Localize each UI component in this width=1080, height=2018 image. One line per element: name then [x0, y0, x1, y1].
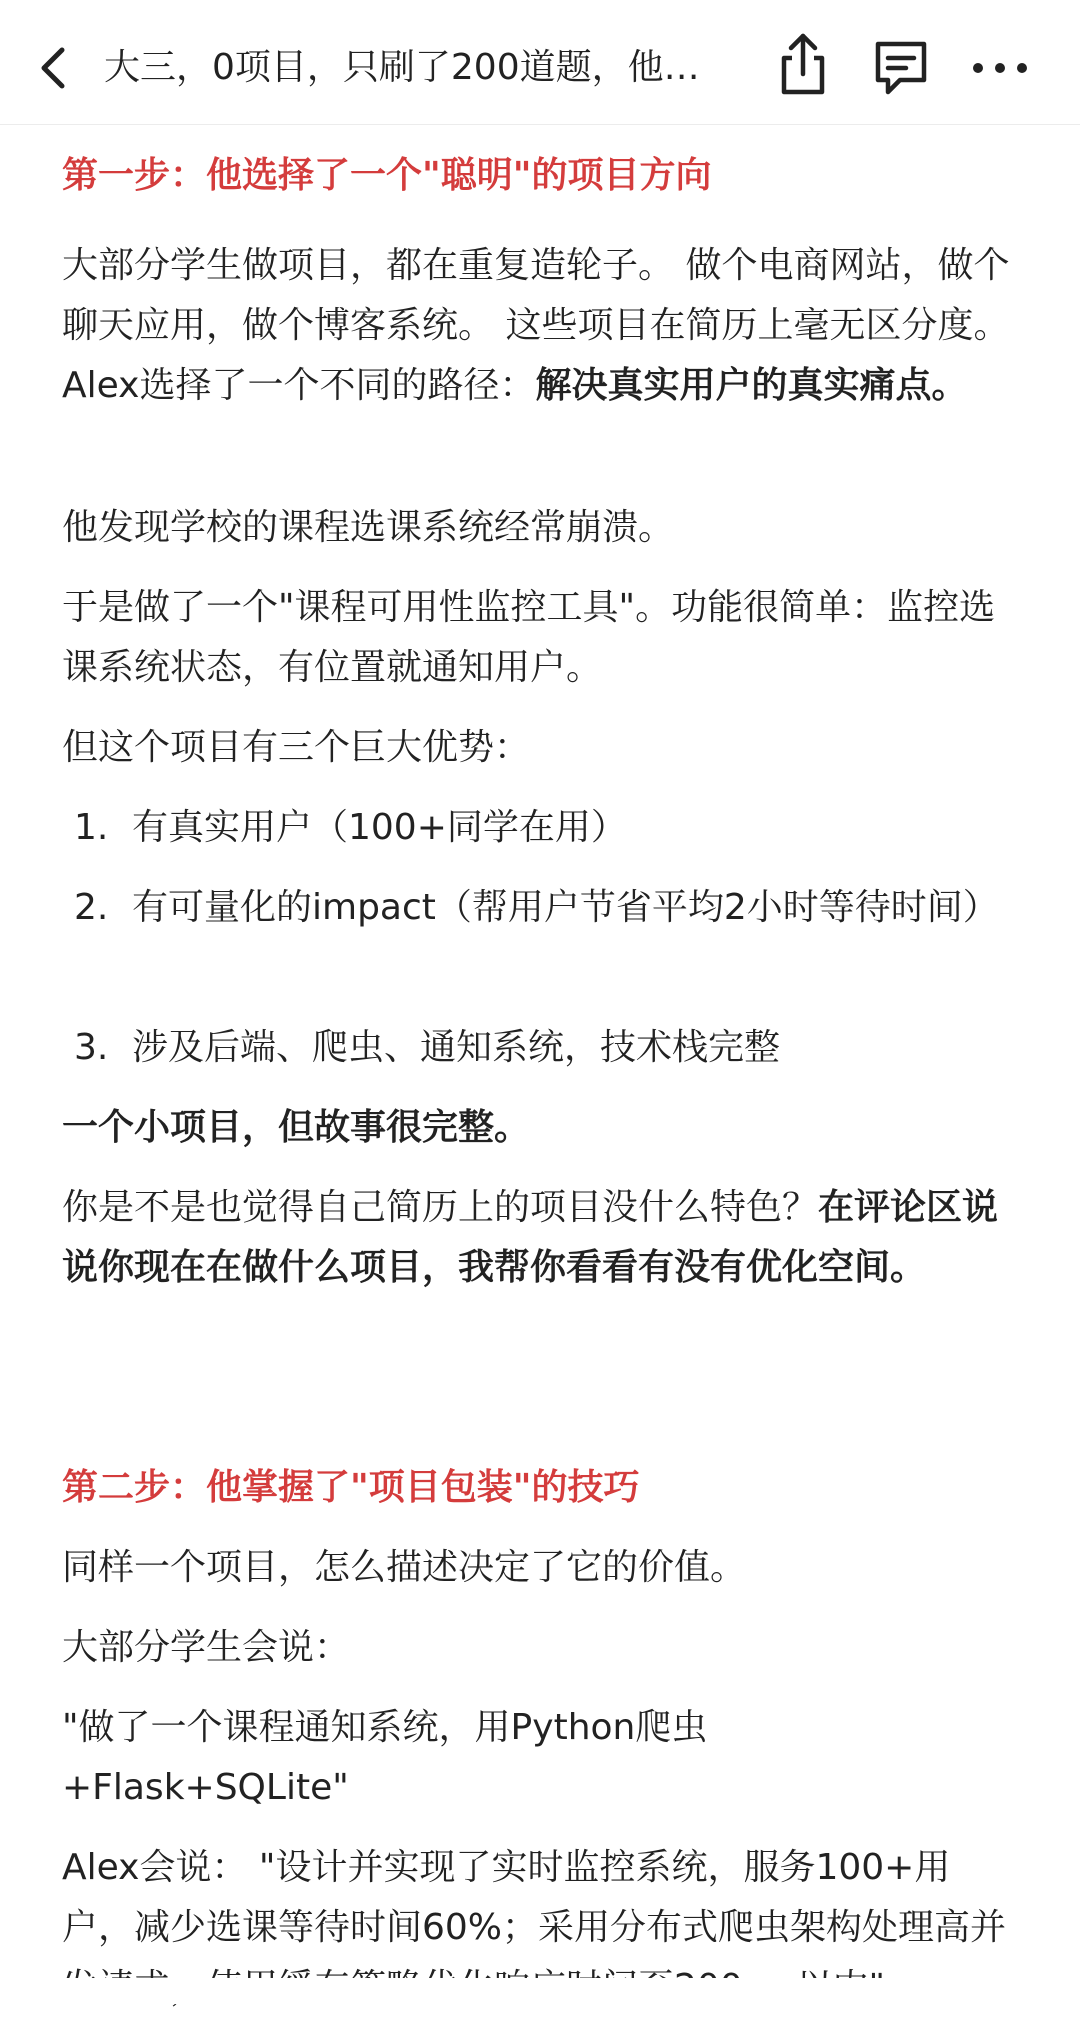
- article-content[interactable]: [0, 124, 1080, 1980]
- bottom-edge: [0, 1978, 1080, 2004]
- paragraph-most-students: 大部分学生会说：: [62, 1627, 351, 1668]
- paragraph-crash: 他发现学校的课程选课系统经常崩溃。: [62, 507, 675, 548]
- paragraph-description-value: 同样一个项目，怎么描述决定了它的价值。: [62, 1547, 747, 1588]
- more-button[interactable]: [968, 46, 1032, 90]
- chevron-left-icon: [28, 34, 84, 98]
- article-title: 大三，0项目，只刷了200道题，他…: [104, 47, 700, 88]
- paragraph-reinventing-wheel: [62, 236, 1022, 416]
- list-item-number: 3.: [74, 1027, 109, 1068]
- more-icon: [968, 46, 1032, 90]
- paragraph-text: 大部分学生做项目，都在重复造轮子。 做个电商网站，做个聊天应用，做个博客系统。 这些项目在简历上毫无区分度。 Alex选择了一个不同的路径：: [62, 245, 1010, 406]
- paragraph-call-to-comment: [62, 1178, 1022, 1298]
- list-item-number: 2.: [74, 887, 109, 928]
- share-icon: [772, 30, 834, 98]
- top-navigation-bar: [0, 0, 1080, 125]
- paragraph-monitor-tool: 于是做了一个"课程可用性监控工具"。功能很简单：监控选课系统状态，有位置就通知用户。: [62, 587, 996, 688]
- bold-emphasis: 解决真实用户的真实痛点。: [535, 365, 968, 406]
- paragraph-story-complete: 一个小项目，但故事很完整。: [62, 1107, 531, 1148]
- paragraph-text: 你是不是也觉得自己简历上的项目没什么特色？: [62, 1187, 819, 1228]
- bold-emphasis: 在评论区说说你现在在做什么项目，我帮你看看有没有优化空间。: [62, 1187, 999, 1288]
- paragraph-advantages-intro: 但这个项目有三个巨大优势：: [62, 727, 531, 768]
- comment-button[interactable]: [870, 38, 932, 98]
- paragraph-plain-description: "做了一个课程通知系统，用Python爬虫+Flask+SQLite": [62, 1707, 708, 1808]
- list-item-text: 涉及后端、爬虫、通知系统，技术栈完整: [132, 1027, 781, 1068]
- list-item-text: 有可量化的impact（帮用户节省平均2小时等待时间）: [132, 887, 999, 928]
- list-item-number: 1.: [74, 807, 109, 848]
- list-item: [62, 798, 1022, 858]
- section-heading-step-2: 第二步：他掌握了"项目包装"的技巧: [62, 1467, 640, 1508]
- list-item: [62, 1018, 1022, 1078]
- back-button[interactable]: [28, 34, 84, 98]
- list-item: [62, 878, 1022, 998]
- section-heading-step-1: 第一步：他选择了一个"聪明"的项目方向: [62, 155, 712, 196]
- list-item-text: 有真实用户（100+同学在用）: [132, 807, 627, 848]
- share-button[interactable]: [772, 30, 834, 98]
- paragraph-alex-description: Alex会说： "设计并实现了实时监控系统，服务100+用户，减少选课等待时间60%；采用分布式爬虫架构处理高并: [62, 1847, 1007, 1948]
- comment-icon: [870, 38, 932, 98]
